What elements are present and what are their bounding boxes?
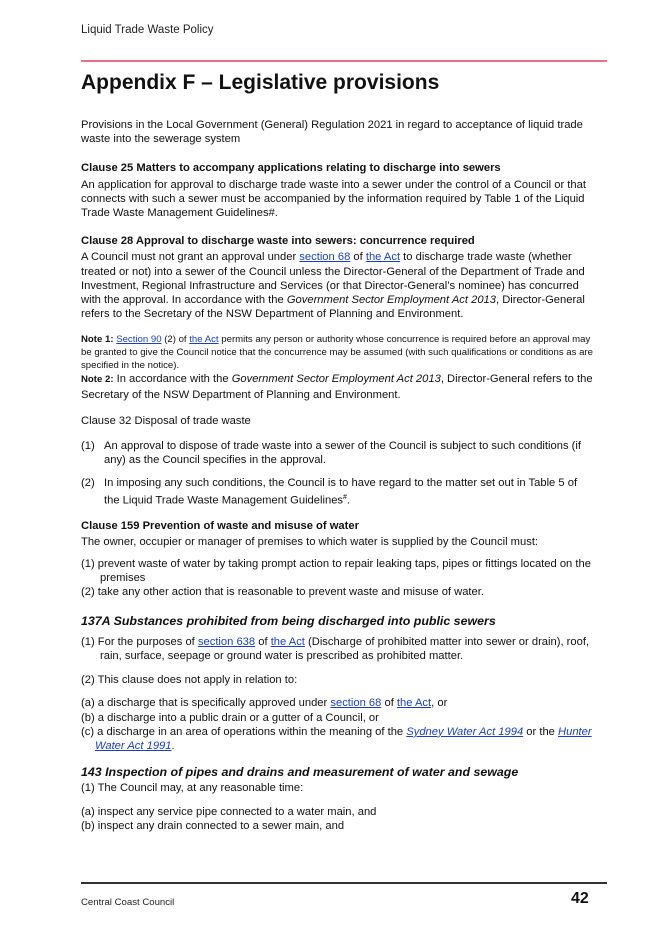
clause28-heading: Clause 28 Approval to discharge waste into sewers: concurrence required — [81, 235, 475, 248]
clause28-text: , Director-General refers to the Secretary of the NSW Department of Planning and Environment. — [81, 294, 585, 321]
clause28-body — [81, 250, 593, 321]
clause28-text: of — [350, 251, 366, 264]
note-1 — [81, 333, 593, 372]
note-2 — [81, 372, 593, 401]
clause25-body: An application for approval to discharge trade waste into a sewer under the control of a Council or that connects with such a sewer must be accompanied by the information required by Table 1 of the Liquid Trade Waste Management Guidelines#. — [81, 178, 586, 220]
hunter-link[interactable]: Hunter — [558, 725, 592, 738]
note-label: Note 2: — [81, 374, 114, 386]
note-text: (2) of — [161, 334, 190, 346]
the-act-link[interactable]: the Act — [270, 635, 305, 648]
list-number: (1) — [81, 440, 95, 453]
the-act-link[interactable]: the Act — [365, 251, 401, 264]
footnote-mark: # — [343, 493, 347, 501]
list-item: (2) This clause does not apply in relation to: — [81, 674, 298, 687]
list-number: (2) — [81, 477, 95, 490]
water-act-1991-link[interactable]: Water Act 1991 — [95, 740, 172, 753]
sub-text: . — [171, 740, 175, 753]
list-text — [104, 476, 593, 507]
page-content — [81, 118, 593, 833]
section-638-link[interactable]: section 638 — [197, 635, 256, 648]
running-header: Liquid Trade Waste Policy — [81, 24, 214, 36]
page-number: 42 — [571, 890, 589, 907]
list-item: (2) take any other action that is reasonable to prevent waste and misuse of water. — [81, 586, 484, 599]
list-text-body: In imposing any such conditions, the Council is to have regard to the matter set out in Table 5 of the Liquid Trade Waste Management Guidelines — [104, 477, 578, 507]
act-title-italic: Government Sector Employment Act 2013 — [231, 373, 441, 386]
section-68-link[interactable]: section 68 — [330, 697, 382, 710]
sub-item: (a) inspect any service pipe connected to a water main, and — [81, 805, 377, 818]
clause25-heading: Clause 25 Matters to accompany applications relating to discharge into sewers — [81, 162, 501, 175]
clause159-heading: Clause 159 Prevention of waste and misuse of water — [81, 519, 359, 532]
the-act-link[interactable]: the Act — [396, 697, 432, 710]
footer-org: Central Coast Council — [81, 897, 175, 908]
clause32-heading: Clause 32 Disposal of trade waste — [81, 414, 251, 427]
s143-heading: 143 Inspection of pipes and drains and measurement of water and sewage — [81, 765, 519, 780]
clause28-text: A Council must not grant an approval under — [81, 251, 300, 264]
clause28-text: to discharge trade waste (whether treated or not) into a sewer of the Council unless the Director-General of the Department of Trade and Investment, Regional Infrastructure and Services (or that Director-General’s nominee) has concurred with the approval. In accordance with the — [81, 251, 585, 307]
list-item — [81, 439, 593, 467]
list-text: (Discharge of prohibited matter into sewer or drain), roof, rain, surface, seepage or ground water is prescribed as prohibited matter. — [100, 635, 590, 663]
clause159-body: The owner, occupier or manager of premises to which water is supplied by the Council must: — [81, 535, 539, 548]
sydney-water-act-link[interactable]: Sydney Water Act 1994 — [406, 725, 524, 738]
sub-item — [81, 696, 593, 710]
intro-paragraph: Provisions in the Local Government (General) Regulation 2021 in regard to acceptance of liquid trade waste into the sewerage system — [81, 119, 583, 146]
list-item — [81, 635, 593, 663]
sub-item: (b) inspect any drain connected to a sewer main, and — [81, 819, 345, 832]
note-text: In accordance with the — [113, 373, 232, 386]
list-text: An approval to dispose of trade waste into a sewer of the Council is subject to such conditions (if any) as the Council specifies in the approval. — [104, 440, 581, 467]
note-text: permits any person or authority whose concurrence is required before an approval may be granted to give the Council notice that the concurrence may be assumed (with such qualifications or conditions as are specified in the notice). — [81, 334, 593, 372]
the-act-link[interactable]: the Act — [189, 334, 219, 346]
act-title-italic: Government Sector Employment Act 2013 — [286, 294, 496, 307]
note-label: Note 1: — [81, 334, 114, 346]
section-90-link[interactable]: Section 90 — [116, 334, 162, 346]
header-rule — [81, 60, 607, 62]
list-text-end: . — [346, 494, 351, 507]
sub-text: (a) a discharge that is specifically approved under — [81, 697, 331, 710]
sub-text: , or — [431, 697, 448, 710]
list-item: (1) prevent waste of water by taking prompt action to repair leaking taps, pipes or fittings located on the premises — [81, 558, 591, 585]
sub-item: (b) a discharge into a public drain or a gutter of a Council, or — [81, 711, 379, 724]
sub-item — [81, 725, 593, 753]
s137a-heading: 137A Substances prohibited from being discharged into public sewers — [81, 613, 496, 628]
page-title: Appendix F – Legislative provisions — [81, 71, 440, 94]
list-item — [81, 476, 593, 507]
sub-text: or the — [523, 725, 559, 738]
sub-text: of — [381, 697, 397, 710]
note-text: , Director-General refers to the Secretary of the NSW Department of Planning and Environment. — [81, 373, 593, 401]
list-item: (1) The Council may, at any reasonable time: — [81, 782, 304, 795]
list-text: of — [255, 635, 271, 648]
sub-text: (c) a discharge in an area of operations within the meaning of the — [81, 725, 407, 738]
list-text: (1) For the purposes of — [81, 635, 198, 648]
section-68-link[interactable]: section 68 — [299, 251, 351, 264]
footer-rule — [81, 882, 607, 884]
